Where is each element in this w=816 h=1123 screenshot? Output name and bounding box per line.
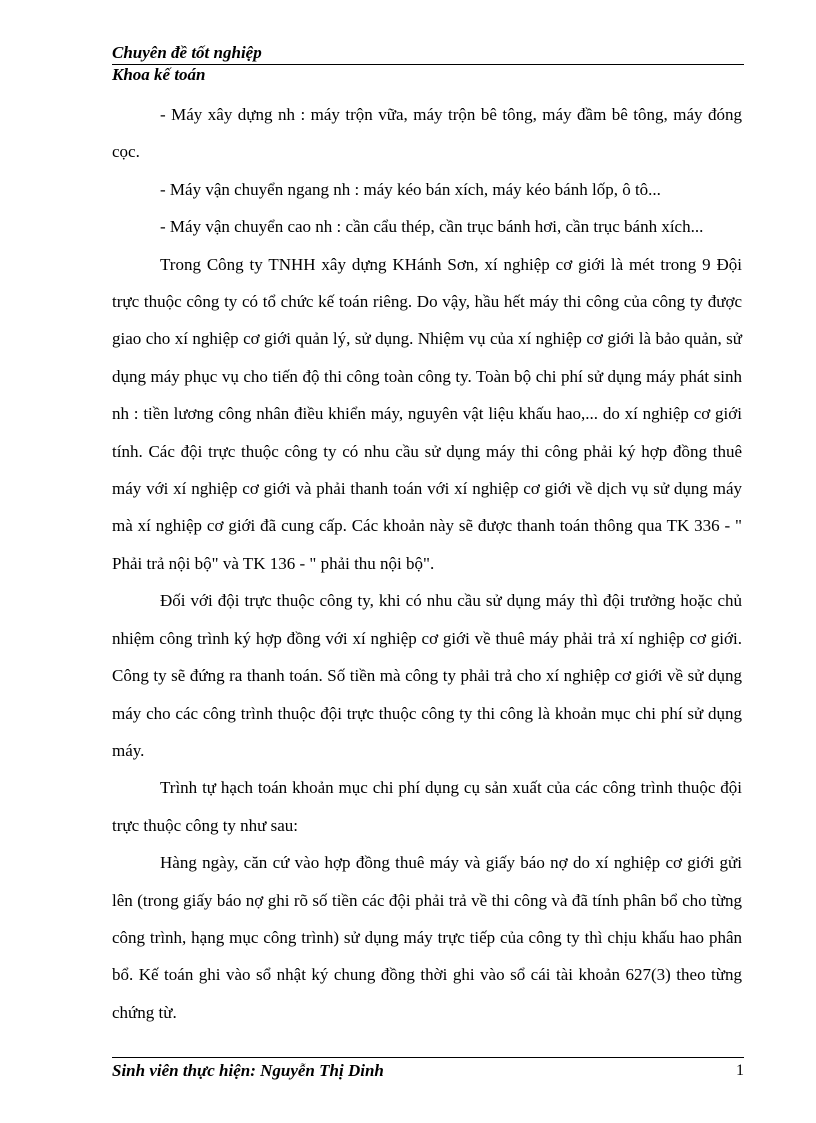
paragraph: - Máy vận chuyển cao nh : cần cẩu thép, cần trục bánh hơi, cần trục bánh xích... xyxy=(160,217,704,237)
author-credit: Sinh viên thực hiện: Nguyễn Thị Dinh xyxy=(112,1061,384,1080)
paragraph: Đối với đội trực thuộc công ty, khi có nhu cầu sử dụng máy thì đội trưởng hoặc chủ nhiệm công trình ký hợp đồng với xí nghiệp cơ giới về thuê máy phải trả xí nghiệp cơ giới. Công ty sẽ đứng ra thanh toán. Số tiền mà công ty phải trả cho xí nghiệp cơ giới về sử dụng máy cho các công trình thuộc đội trực thuộc công ty thi công là khoản mục chi phí sử dụng máy. xyxy=(112,591,742,760)
document-body xyxy=(112,96,742,1031)
paragraph: Trình tự hạch toán khoản mục chi phí dụng cụ sản xuất của các công trình thuộc đội trực thuộc công ty như sau: xyxy=(112,778,742,835)
page-number: 1 xyxy=(736,1062,744,1079)
paragraph: - Máy vận chuyển ngang nh : máy kéo bán xích, máy kéo bánh lốp, ô tô... xyxy=(160,179,661,199)
paragraph: - Máy xây dựng nh : máy trộn vữa, máy trộn bê tông, máy đầm bê tông, máy đóng cọc. xyxy=(112,105,742,162)
paragraph: Trong Công ty TNHH xây dựng KHánh Sơn, xí nghiệp cơ giới là mét trong 9 Đội trực thuộc công ty có tổ chức kế toán riêng. Do vậy, hầu hết máy thi công của công ty được giao cho xí nghiệp cơ giới quản lý, sử dụng. Nhiệm vụ của xí nghiệp cơ giới là bảo quản, sử dụng máy phục vụ cho tiến độ thi công toàn công ty. Toàn bộ chi phí sử dụng máy phát sinh nh : tiền lương công nhân điều khiển máy, nguyên vật liệu khấu hao,... do xí nghiệp cơ giới tính. Các đội trực thuộc công ty có nhu cầu sử dụng máy thi công phải ký hợp đồng thuê máy với xí nghiệp cơ giới và phải thanh toán với xí nghiệp cơ giới về dịch vụ sử dụng máy mà xí nghiệp cơ giới đã cung cấp. Các khoản này sẽ được thanh toán thông qua TK 336 - " Phải trả nội bộ" và TK 136 - " phải thu nội bộ". xyxy=(112,254,742,573)
page-footer xyxy=(112,1057,744,1084)
department-label: Khoa kế toán xyxy=(112,65,206,84)
document-title: Chuyên đề tốt nghiệp xyxy=(112,43,262,62)
paragraph: Hàng ngày, căn cứ vào hợp đồng thuê máy và giấy báo nợ do xí nghiệp cơ giới gửi lên (trong giấy báo nợ ghi rõ số tiền các đội phải trả về thi công và đã tính phân bổ cho từng công trình, hạng mục công trình) sử dụng máy trực tiếp của công ty thì chịu khấu hao phân bổ. Kế toán ghi vào sổ nhật ký chung đồng thời ghi vào sổ cái tài khoản 627(3) theo từng chứng từ. xyxy=(112,853,742,1022)
page-header xyxy=(112,42,744,85)
